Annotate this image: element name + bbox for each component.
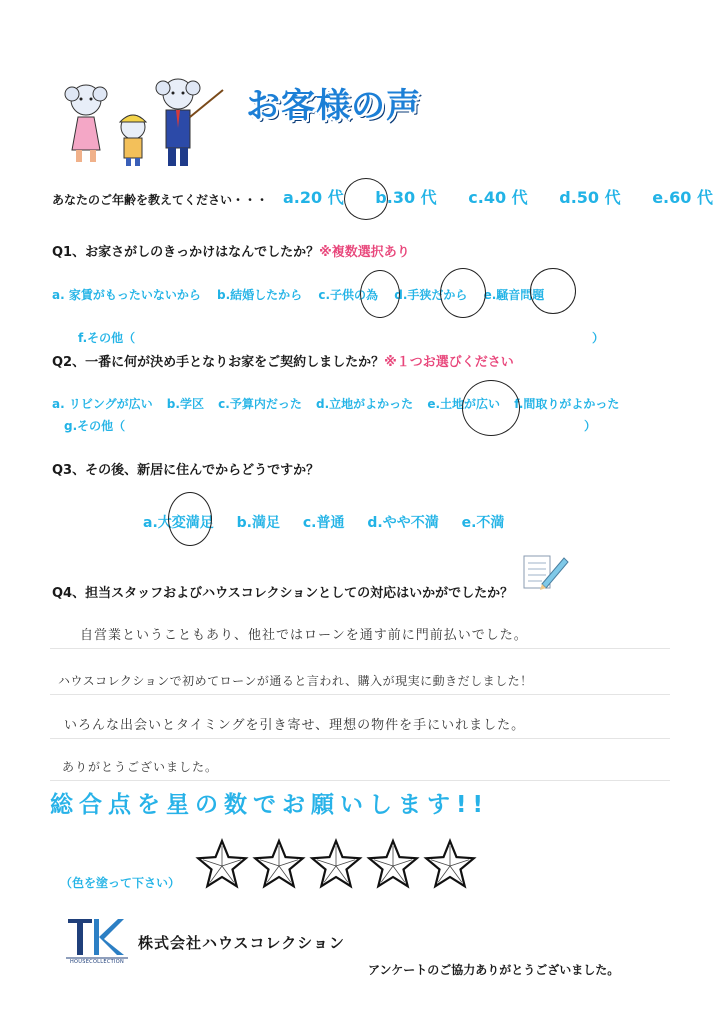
company-logo — [64, 915, 130, 967]
answer-rule — [50, 648, 670, 649]
selection-circle — [440, 268, 486, 318]
answer-line-3: いろんな出会いとタイミングを引き寄せ、理想の物件を手にいれました。 — [64, 718, 526, 733]
q1-option-b[interactable]: b.結婚したから — [217, 288, 303, 302]
rating-instruction: （色を塗って下さい） — [60, 876, 181, 890]
answer-line-4: ありがとうございました。 — [62, 760, 219, 774]
selection-circle — [168, 492, 212, 546]
q2-option-f[interactable]: f.間取りがよかった — [514, 397, 620, 411]
q1-other-close: ） — [592, 331, 605, 345]
q3-option-b[interactable]: b.満足 — [236, 515, 280, 531]
q2-option-a[interactable]: a. リビングが広い — [52, 397, 153, 411]
logo-text: HOUSECOLLECTION — [69, 959, 125, 965]
page-title: お客様の声 — [246, 86, 421, 126]
q1-option-d[interactable]: d.手狭だから — [394, 288, 468, 302]
age-option-c[interactable]: c.40 代 — [468, 188, 528, 207]
company-name: 株式会社ハウスコレクション — [138, 934, 345, 952]
age-option-a[interactable]: a.20 代 — [283, 188, 344, 207]
q1-option-e[interactable]: e.騒音問題 — [483, 288, 545, 302]
selection-circle — [530, 268, 576, 314]
q2-option-c[interactable]: c.予算内だった — [218, 397, 302, 411]
answer-line-2: ハウスコレクションで初めてローンが通ると言われ、購入が現実に動きだしました！ — [58, 674, 533, 688]
q2-note: ※１つお選びください — [384, 355, 514, 370]
answer-rule — [50, 738, 670, 739]
q3-option-d[interactable]: d.やや不満 — [367, 515, 439, 531]
q3-option-a[interactable]: a.大変満足 — [143, 515, 214, 531]
age-option-e[interactable]: e.60 代 — [652, 188, 713, 207]
q2-question — [52, 351, 514, 370]
age-question: あなたのご年齢を教えてください・・・ — [52, 193, 269, 207]
mascot-illustration — [58, 72, 233, 172]
q3-question: Q3、その後、新居に住んでからどうですか？ — [52, 463, 320, 478]
rating-heading: 総合点を星の数でお願いします!! — [50, 792, 489, 818]
q1-question — [52, 241, 410, 260]
thanks-message: アンケートのご協力ありがとうございました。 — [368, 963, 620, 977]
age-option-d[interactable]: d.50 代 — [559, 188, 621, 207]
q1-question-text: Q1、お家さがしのきっかけはなんでしたか？ — [52, 245, 320, 260]
q2-other-close: ） — [584, 419, 597, 433]
memo-pencil-icon — [522, 552, 570, 592]
selection-circle — [360, 270, 400, 318]
q2-option-d[interactable]: d.立地がよかった — [316, 397, 414, 411]
age-option-b[interactable]: b.30 代 — [375, 188, 437, 207]
answer-rule — [50, 694, 670, 695]
q3-option-c[interactable]: c.普通 — [302, 515, 345, 531]
q1-other: f.その他（ — [78, 331, 136, 345]
q1-option-c[interactable]: c.子供の為 — [318, 288, 379, 302]
selection-circle — [344, 178, 388, 220]
q2-option-e[interactable]: e.土地が広い — [427, 397, 501, 411]
q1-note: ※複数選択あり — [319, 245, 410, 260]
star-rating — [196, 838, 476, 894]
answer-line-1: 自営業ということもあり、他社ではローンを通す前に門前払いでした。 — [80, 628, 528, 643]
selection-circle — [462, 380, 520, 436]
q2-question-text: Q2、一番に何が決め手となりお家をご契約しましたか？ — [52, 355, 385, 370]
q3-option-e[interactable]: e.不満 — [461, 515, 505, 531]
q1-option-a[interactable]: a. 家賃がもったいないから — [52, 288, 201, 302]
q2-other: g.その他（ — [64, 419, 126, 433]
q2-options — [52, 395, 619, 412]
q4-question: Q4、担当スタッフおよびハウスコレクションとしての対応はいかがでしたか？ — [52, 586, 514, 601]
answer-rule — [50, 780, 670, 781]
q2-option-b[interactable]: b.学区 — [166, 397, 204, 411]
